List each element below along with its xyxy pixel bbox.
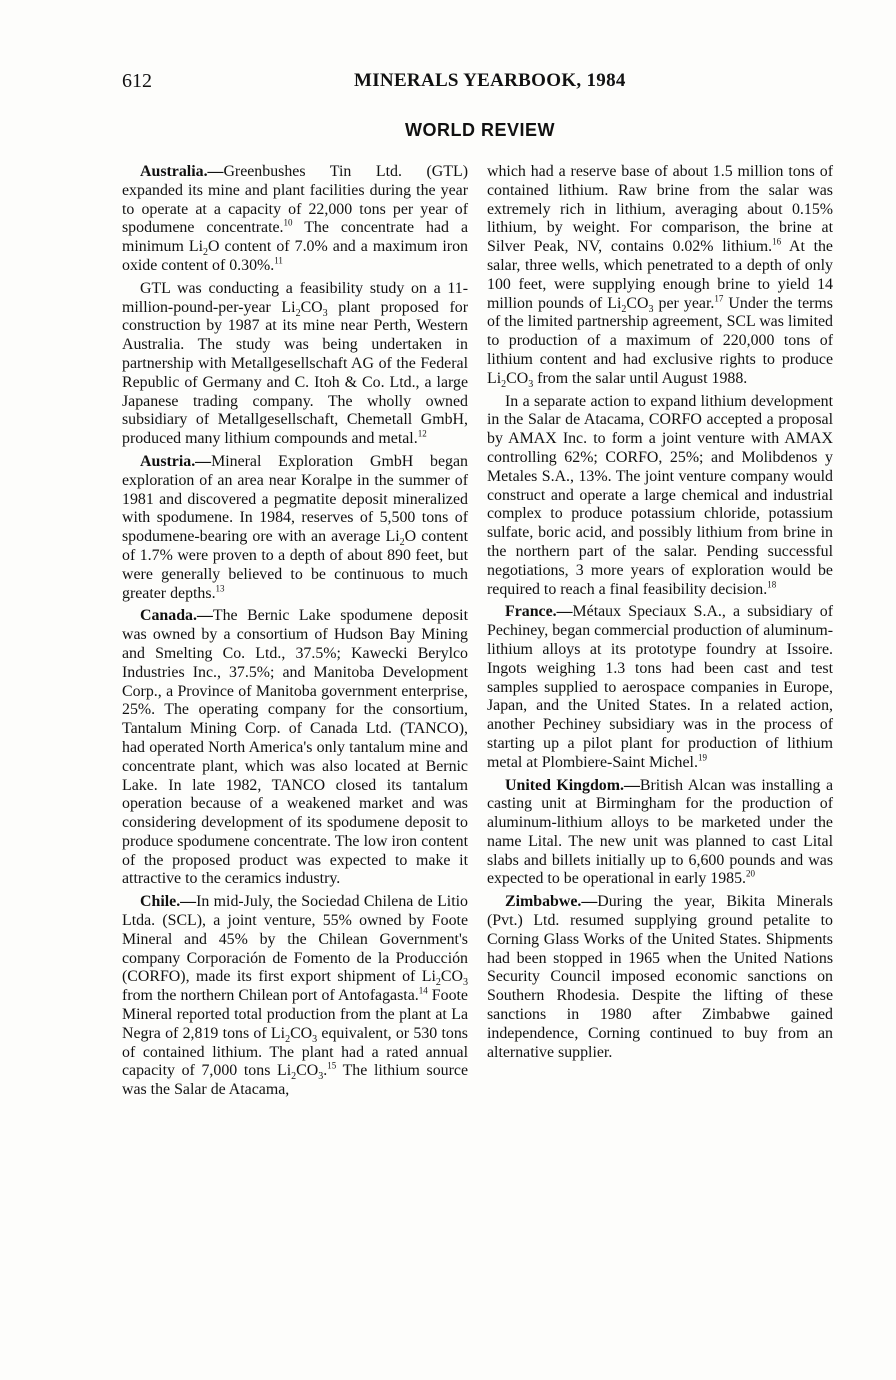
left-column	[122, 163, 468, 1104]
country-heading: Canada.—	[140, 607, 213, 625]
paragraph-text: In a separate action to expand lithium development in the Salar de Atacama, CORFO accepted a proposal by AMAX Inc. to form a joint venture with AMAX controlling 62%; CORFO, 25%; and Molibdenos y Metales S.A., 13%. The joint venture company would construct and operate a large chemical and industrial complex to produce potassium chloride, potassium sulfate, boric acid, and possibly lithium from brine in the northern part of the salar. Pending successful negotiations, 3 more years of exploration would be required to reach a final feasibility decision.$^{18}$	[487, 392, 833, 598]
paragraph	[122, 163, 468, 276]
running-title: MINERALS YEARBOOK, 1984	[354, 70, 626, 91]
paragraph-text: Greenbushes Tin Ltd. (GTL) expanded its mine and plant facilities during the year to operate at a capacity of 22,000 tons per year of spodumene concentrate.$^{10}$ The concentrate had a minimum $Li_2O$ content of 7.0% and a maximum iron oxide content of 0.30%.$^{11}$	[122, 163, 468, 274]
page-number: 612	[122, 70, 152, 92]
paragraph	[122, 607, 468, 889]
paragraph-text: which had a reserve base of about 1.5 million tons of contained lithium. Raw brine from the salar was extremely rich in lithium, averaging about 0.15% lithium, by weight. For comparison, the brine at Silver Peak, NV, contains 0.02% lithium.$^{16}$ At the salar, three wells, which penetrated to a depth of only 100 feet, were supplying enough brine to yield 14 million pounds of $Li_2CO_3$ per year.$^{17}$ Under the terms of the limited partnership agreement, SCL was limited to production of a maximum of 220,000 tons of lithium content and had exclusive rights to produce $Li_2CO_3$ from the salar until August 1988.	[487, 163, 833, 390]
paragraph-text: During the year, Bikita Minerals (Pvt.) Ltd. resumed supplying ground petalite to Corning Glass Works of the United States. Shipments had been stopped in 1965 when the United Nations Security Council imposed economic sanctions on Southern Rhodesia. Despite the lifting of these sanctions in 1980 after Zimbabwe gained independence, Corning continued to buy from an alternative supplier.	[487, 893, 833, 1061]
country-heading: United Kingdom.—	[505, 776, 640, 794]
country-heading: Austria.—	[140, 452, 212, 470]
section-title: WORLD REVIEW	[405, 120, 555, 140]
page-header	[122, 70, 834, 96]
paragraph-text: Mineral Exploration GmbH began exploration of an area near Koralpe in the summer of 1981 and discovered a pegmatite deposit mineralized with spodumene. In 1984, reserves of 5,500 tons of spodumene-bearing ore with an average $Li_2O$ content of 1.7% were proven to a depth of about 890 feet, but were generally believed to be continuous to much greater depths.$^{13}$	[122, 452, 468, 602]
country-heading: Chile.—	[140, 893, 197, 911]
paragraph	[122, 893, 468, 1100]
paragraph-text: In mid-July, the Sociedad Chilena de Litio Ltda. (SCL), a joint venture, 55% owned by Foote Mineral and 45% by the Chilean Government's company Corporación de Fomento de la Producción (CORFO), made its first export shipment of $Li_2CO_3$ from the northern Chilean port of Antofagasta.$^{14}$ Foote Mineral reported total production from the plant at La Negra of 2,819 tons of $Li_2CO_3$ equivalent, or 530 tons of contained lithium. The plant had a rated annual capacity of 7,000 tons $Li_2CO_3.^{15}$ The lithium source was the Salar de Atacama,	[122, 893, 469, 1099]
paragraph-text: Métaux Speciaux S.A., a subsidiary of Pechiney, began commercial production of aluminum-lithium alloys at its prototype foundry at Issoire. Ingots weighing 1.3 tons had been cast and test samples supplied to aerospace companies in Europe, Japan, and the United States. In a related action, another Pechiney subsidiary was in the process of starting up a pilot plant for production of lithium metal at Plombiere-Saint Michel.$^{19}$	[487, 603, 833, 771]
paragraph	[487, 603, 833, 772]
paragraph	[487, 163, 833, 389]
paragraph	[487, 893, 833, 1062]
paragraph-text: GTL was conducting a feasibility study on a 11-million-pound-per-year $Li_2CO_3$ plant proposed for construction by 1987 at its mine near Perth, Western Australia. The study was being undertaken in partnership with Metallgesellschaft AG of the Federal Republic of Germany and C. Itoh & Co. Ltd., a large Japanese trading company. The wholly owned subsidiary of Metallgesellschaft, Chemetall GmbH, produced many lithium compounds and metal.$^{12}$	[122, 279, 469, 448]
paragraph-text: The Bernic Lake spodumene deposit was owned by a consortium of Hudson Bay Mining and Smelting Co. Ltd., 37.5%; Kawecki Berylco Industries Inc., 37.5%; and Manitoba Development Corp., a Province of Manitoba government enterprise, 25%. The operating company for the consortium, Tantalum Mining Corp. of Canada Ltd. (TANCO), had operated North America's only tantalum mine and concentrate plant, which was also located at Bernic Lake. In late 1982, TANCO closed its tantalum operation because of a weakened market and was considering development of its spodumene deposit to produce spodumene concentrate. The low iron content of the proposed product was expected to make it attractive to the ceramics industry.	[122, 607, 468, 888]
paragraph	[122, 280, 468, 449]
country-heading: France.—	[505, 603, 573, 621]
paragraph	[122, 453, 468, 603]
right-column	[487, 163, 833, 1066]
country-heading: Zimbabwe.—	[505, 893, 598, 911]
country-heading: Australia.—	[140, 163, 224, 180]
paragraph-text: British Alcan was installing a casting unit at Birmingham for the production of aluminum-lithium alloys to be marketed under the name Lital. The new unit was planned to cast Lital slabs and billets initially up to 6,600 pounds and was expected to be operational in early 1985.20	[487, 776, 834, 888]
paragraph	[487, 393, 833, 600]
paragraph	[487, 777, 833, 890]
